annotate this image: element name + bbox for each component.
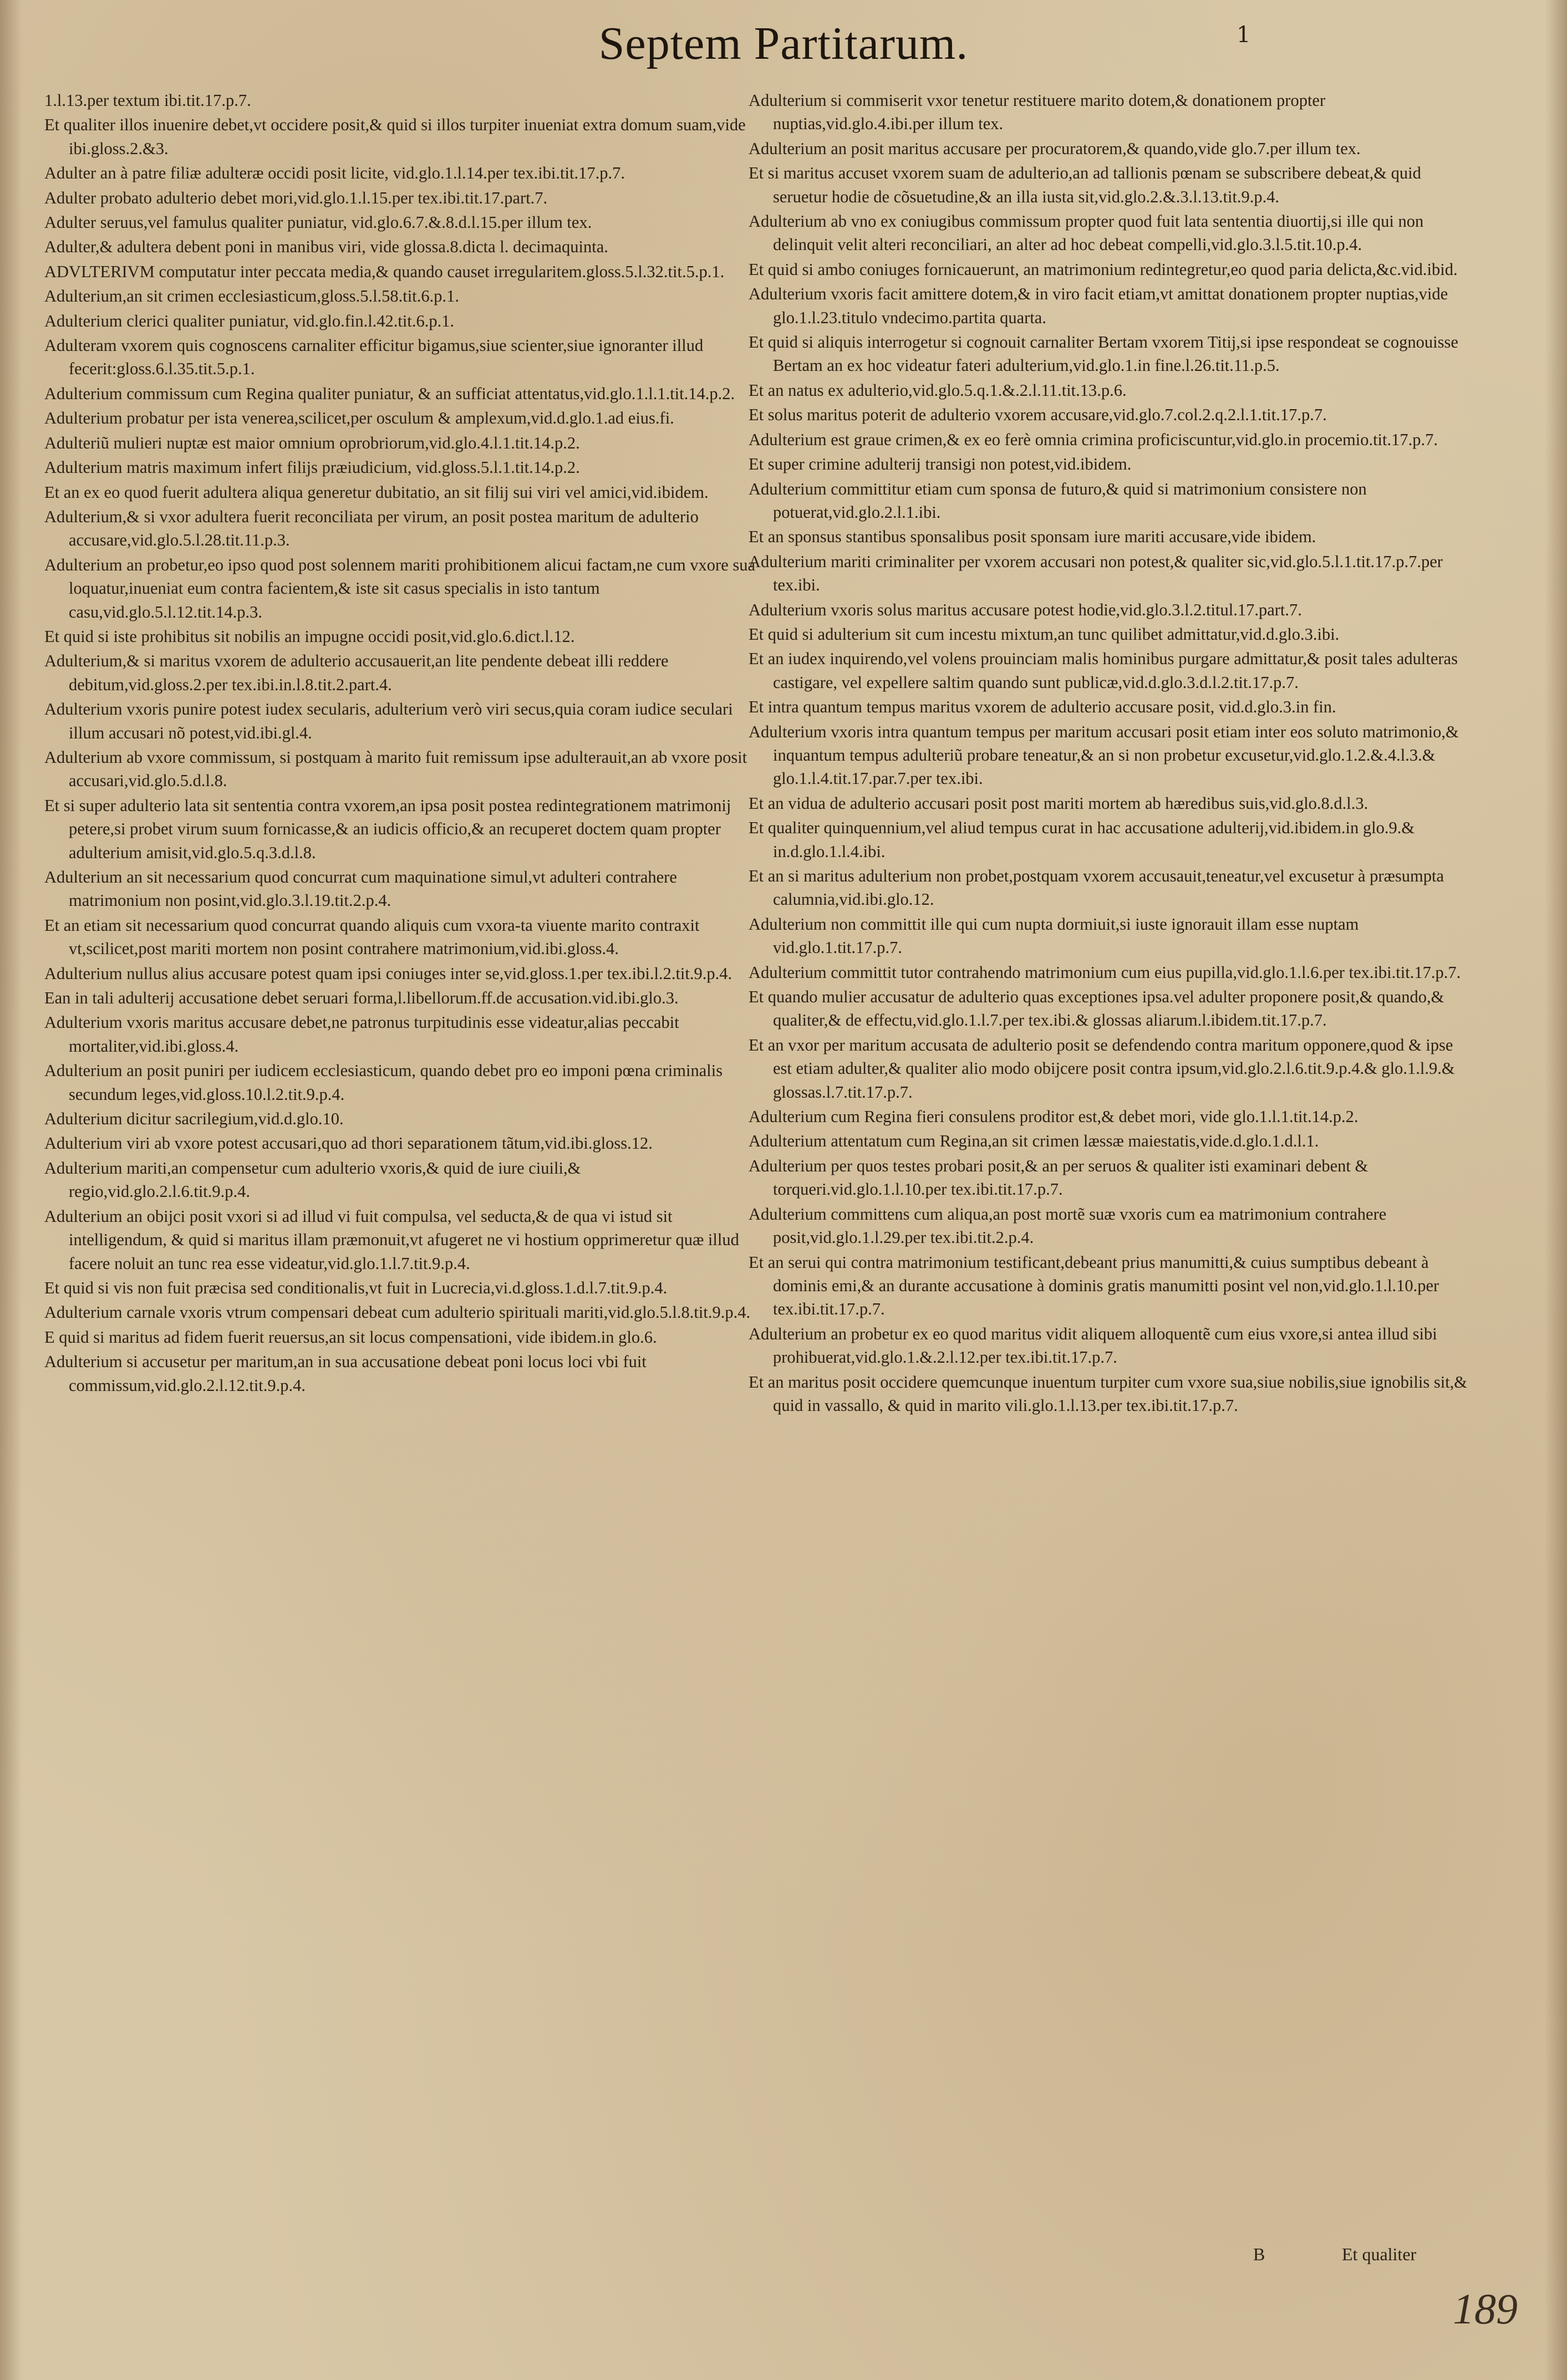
index-entry: Adulterium probatur per ista venerea,scilicet,per osculum & amplexum,vid.d.glo.1.ad eius.fi. [44,409,674,428]
index-entry: Adulterium mariti,an compensetur cum adulterio vxoris,& quid de iure ciuili,& regio,vid.glo.2.l.6.tit.9.p.4. [44,1158,581,1201]
index-entry: Adulterium mariti criminaliter per vxorem accusari non potest,& qualiter sic,vid.glo.5.l.1.tit.17.p.7.per tex.ibi. [749,552,1443,595]
index-entry: Ean in tali adulterij accusatione debet seruari forma,l.libellorum.ff.de accusation.vid.ibi.glo.3. [44,988,679,1008]
index-entry: Adulterium dicitur sacrilegium,vid.d.glo.10. [44,1109,344,1129]
index-entry: Et an etiam sit necessarium quod concurrat quando aliquis cum vxora-ta viuente marito contraxit vt,scilicet,post mariti mortem non posint contrahere matrimonium,vid.ibi.gloss.4. [44,915,700,959]
index-entry: Et qualiter quinquennium,vel aliud tempus curat in hac accusatione adulterij,vid.ibidem.in glo.9.& in.d.glo.1.l.4.ibi. [749,818,1415,861]
index-entry: Adulterium viri ab vxore potest accusari,quo ad thori separationem tãtum,vid.ibi.gloss.12. [44,1134,653,1153]
index-entry: Adulterium si commiserit vxor tenetur restituere marito dotem,& donationem propter nuptias,vid.glo.4.ibi.per illum tex. [749,91,1326,134]
index-entry: Adulterium clerici qualiter puniatur, vid.glo.fin.l.42.tit.6.p.1. [44,311,455,330]
right-column [749,89,1469,2184]
page-edge-right [1545,0,1567,2380]
index-entry: ADVLTERIVM computatur inter peccata media,& quando causet irregularitem.gloss.5.l.32.tit.5.p.1. [44,262,725,281]
index-entry: E quid si maritus ad fidem fuerit reuersus,an sit locus compensationi, vide ibidem.in glo.6. [44,1327,657,1347]
index-entry: Adulterium,& si maritus vxorem de adulterio accusauerit,an lite pendente debeat illi reddere debitum,vid.gloss.2.per tex.ibi.in.l.8.tit.2.part.4. [44,651,669,694]
index-entry: Et si super adulterio lata sit sententia contra vxorem,an ipsa posit postea redintegrationem matrimonij petere,si probet virum suum fornicasse,& an iudicis officio,& an recuperet doctem quam propter adulterium amisit,vid.glo.5.q.3.d.l.8. [44,796,731,862]
index-entry: Et an iudex inquirendo,vel volens prouinciam malis hominibus purgare admittatur,& posit tales adulteras castigare, vel expellere saltim quando sunt publicæ,vid.d.glo.3.d.l.2.tit.17.p.7. [749,649,1458,692]
index-entry: Adulterium ab vno ex coniugibus commissum propter quod fuit lata sententia diuortij,si ille qui non delinquit velit alteri reconciliari, an alter ad hoc debeat compelli,vid.glo.3.l.5.tit.10.p.4. [749,212,1424,254]
folio-number: 189 [1453,2285,1518,2333]
top-mark: 1 [1237,22,1251,48]
index-entry: Adulterium an obijci posit vxori si ad illud vi fuit compulsa, vel seducta,& de qua vi istud sit intelligendum, & quid si maritus illam præmonuit,vt afugeret ne vi hostium opprimeretur quæ illud facere noluit an tunc rea esse videatur,vid.glo.1.l.7.tit.9.p.4. [44,1206,739,1273]
index-entry: Adulterium vxoris facit amittere dotem,& in viro facit etiam,vt amittat donationem propter nuptias,vide glo.1.l.23.titulo vndecimo.partita quarta. [749,284,1448,327]
index-entry: Et quid si iste prohibitus sit nobilis an impugne occidi posit,vid.glo.6.dict.l.12. [44,626,575,646]
index-entry: Adulterium committit tutor contrahendo matrimonium cum eius pupilla,vid.glo.1.l.6.per tex.ibi.tit.17.p.7. [749,962,1461,982]
index-entry: Adulterium an probetur,eo ipso quod post solennem mariti prohibitionem alicui factam,ne cum vxore sua loquatur,inueniat eum contra facientem,& iste sit casus specialis in isto tantum casu,vid.glo.5.l.12.tit.14.p.3. [44,555,756,621]
index-entry: Adulter probato adulterio debet mori,vid.glo.1.l.15.per tex.ibi.tit.17.part.7. [44,188,548,207]
index-entry: Adulterium nullus alius accusare potest quam ipsi coniuges inter se,vid.gloss.1.per tex.ibi.l.2.tit.9.p.4. [44,964,732,983]
index-entry: Et quid si aliquis interrogetur si cognouit carnaliter Bertam vxorem Titij,si ipse respondeat se cognouisse Bertam an ex hoc videatur fateri adulterium,vid.glo.1.in fine.l.26.tit.11.p.5. [749,333,1458,375]
index-entry: Adulterium vxoris solus maritus accusare potest hodie,vid.glo.3.l.2.titul.17.part.7. [749,600,1302,619]
catchword: Et qualiter [1342,2244,1417,2264]
index-entry: Adulterium committitur etiam cum sponsa de futuro,& quid si matrimonium consistere non potuerat,vid.glo.2.l.1.ibi. [749,479,1367,522]
index-entry: Adulterium,an sit crimen ecclesiasticum,gloss.5.l.58.tit.6.p.1. [44,287,459,306]
index-entry: Et si maritus accuset vxorem suam de adulterio,an ad tallionis pœnam se subscribere debeat,& quid seruetur hodie de cõsuetudine,& an illa iusta sit,vid.glo.2.&.3.l.13.tit.9.p.4. [749,164,1421,206]
index-entry: Et an si maritus adulterium non probet,postquam vxorem accusauit,teneatur,vel excusetur à præsumpta calumnia,vid.ibi.glo.12. [749,867,1444,909]
index-entry: Et an vidua de adulterio accusari posit post mariti mortem ab hæredibus suis,vid.glo.8.d.l.3. [749,793,1368,813]
index-entry: Adulterium attentatum cum Regina,an sit crimen læssæ maiestatis,vide.d.glo.1.d.l.1. [749,1132,1319,1151]
page-edge-left [0,0,22,2380]
index-entry: Adulterium an probetur ex eo quod maritus vidit aliquem alloquentẽ cum eius vxore,si antea illud sibi prohibuerat,vid.glo.1.&.2.l.12.per tex.ibi.tit.17.p.7. [749,1324,1437,1367]
index-entry: Adulterium est graue crimen,& ex eo ferè omnia crimina proficiscuntur,vid.glo.in procemio.tit.17.p.7. [749,430,1438,449]
index-entry: Et quid si ambo coniuges fornicauerunt, an matrimonium redintegretur,eo quod paria delicta,&c.vid.ibid. [749,259,1458,279]
running-title: Septem Partitarum. [598,18,969,69]
index-entry: Adulter,& adultera debent poni in manibus viri, vide glossa.8.dicta l. decimaquinta. [44,237,608,257]
index-entry: Adulterium matris maximum infert filijs præiudicium, vid.gloss.5.l.1.tit.14.p.2. [44,458,580,477]
index-entry: Et solus maritus poterit de adulterio vxorem accusare,vid.glo.7.col.2.q.2.l.1.tit.17.p.7. [749,405,1327,425]
index-entry: Adulterium an sit necessarium quod concurrat cum maquinatione simul,vt adulteri contrahere matrimonium non posint,vid.glo.3.l.19.tit.2.p.4. [44,868,677,910]
index-entry: Et super crimine adulterij transigi non potest,vid.ibidem. [749,455,1132,474]
index-entry: Adulterium si accusetur per maritum,an in sua accusatione debeat poni locus loci vbi fuit commissum,vid.glo.2.l.12.tit.9.p.4. [44,1352,647,1395]
index-entry: Et quid si adulterium sit cum incestu mixtum,an tunc quilibet admittatur,vid.d.glo.3.ibi. [749,624,1340,644]
index-entry: Et an vxor per maritum accusata de adulterio posit se defendendo contra maritum opponere,quod & ipse est etiam adulter,& qualiter alio modo obijcere posit contra ipsum,vid.glo.2.l.6.tit.9.p.4.& glo.1.l.9.& glossas.l.7.tit.17.p.7. [749,1035,1455,1102]
index-entry: Et qualiter illos inuenire debet,vt occidere posit,& quid si illos turpiter inueniat extra domum suam,vide ibi.gloss.2.&3. [44,115,746,158]
left-column [44,89,765,2184]
index-entry: Adulterium cum Regina fieri consulens proditor est,& debet mori, vide glo.1.l.1.tit.14.p.2. [749,1107,1359,1127]
index-entry: Et an serui qui contra matrimonium testificant,debeant prius manumitti,& cuius sumptibus debeant à dominis emi,& an durante accusatione à dominis gratis manumitti posint vel non,vid.glo.1.l.10.per tex.ibi.tit.17.p.7. [749,1252,1439,1319]
index-entry: Adulter seruus,vel famulus qualiter puniatur, vid.glo.6.7.&.8.d.l.15.per illum tex. [44,213,592,232]
index-entry: Adulter an à patre filiæ adulteræ occidi posit licite, vid.glo.1.l.14.per tex.ibi.tit.17.p.7. [44,164,625,183]
index-entry: Adulteriũ mulieri nuptæ est maior omnium oprobriorum,vid.glo.4.l.1.tit.14.p.2. [44,433,580,452]
index-entry: Adulterium ab vxore commissum, si postquam à marito fuit remissum ipse adulterauit,an ab vxore posit accusari,vid.glo.5.d.l.8. [44,747,747,791]
index-entry: Et intra quantum tempus maritus vxorem de adulterio accusare posit, vid.d.glo.3.in fin. [749,697,1336,717]
signature-mark: B [1253,2244,1265,2264]
index-entry: 1.l.13.per textum ibi.tit.17.p.7. [44,91,251,110]
index-entry: Adulterium per quos testes probari posit,& an per seruos & qualiter isti examinari debent & torqueri.vid.glo.1.l.10.per tex.ibi.tit.17.p.7. [749,1156,1368,1199]
index-entry: Et an maritus posit occidere quemcunque inuentum turpiter cum vxore sua,siue nobilis,siue ignobilis sit,& quid in vassallo, & quid in marito vili.glo.1.l.13.per tex.ibi.tit.17.p.7. [749,1372,1468,1415]
index-entry: Adulterium commissum cum Regina qualiter puniatur, & an sufficiat attentatus,vid.glo.1.l.1.tit.14.p.2. [44,384,735,403]
index-entry: Adulterium an posit maritus accusare per procuratorem,& quando,vide glo.7.per illum tex. [749,139,1361,158]
index-entry: Adulterium committens cum aliqua,an post mortẽ suæ vxoris cum ea matrimonium contrahere posit,vid.glo.1.l.29.per tex.ibi.tit.2.p.4. [749,1204,1387,1247]
index-entry: Adulterium vxoris maritus accusare debet,ne patronus turpitudinis esse videatur,alias peccabit mortaliter,vid.ibi.gloss.4. [44,1013,679,1056]
index-entry: Adulterium vxoris punire potest iudex secularis, adulterium verò viri secus,quia coram iudice seculari illum accusari nõ potest,vid.ibi.gl.4. [44,700,733,742]
index-entry: Adulterium vxoris intra quantum tempus per maritum accusari posit etiam inter eos soluto matrimonio,& inquantum tempus adulteriũ probare teneatur,& an si non probetur excusetur,vid.glo.1.2.&.4.l.3.& glo.1.l.4.tit.17.par.7.per tex.ibi. [749,722,1459,788]
index-entry: Adulterium an posit puniri per iudicem ecclesiasticum, quando debet pro eo imponi pœna criminalis secundum leges,vid.gloss.10.l.2.tit.9.p.4. [44,1061,723,1104]
index-entry: Adulterium,& si vxor adultera fuerit reconciliata per virum, an posit postea maritum de adulterio accusare,vid.glo.5.l.28.tit.11.p.3. [44,507,699,550]
index-entry: Et an natus ex adulterio,vid.glo.5.q.1.&.2.l.11.tit.13.p.6. [749,380,1127,400]
index-entry: Et an sponsus stantibus sponsalibus posit sponsam iure mariti accusare,vide ibidem. [749,527,1316,547]
index-entry: Et quando mulier accusatur de adulterio quas exceptiones ipsa.vel adulter proponere posit,& quando,& qualiter,& de effectu,vid.glo.1.l.7.per tex.ibi.& glossas aliarum.l.ibidem.tit.17.p.7. [749,987,1444,1030]
index-entry: Et an ex eo quod fuerit adultera aliqua generetur dubitatio, an sit filij sui viri vel amici,vid.ibidem. [44,482,709,502]
index-entry: Adulterium non committit ille qui cum nupta dormiuit,si iuste ignorauit illam esse nuptam vid.glo.1.tit.17.p.7. [749,914,1359,957]
index-entry: Adulteram vxorem quis cognoscens carnaliter efficitur bigamus,siue scienter,siue ignoranter illud fecerit:gloss.6.l.35.tit.5.p.1. [44,336,704,379]
index-entry: Et quid si vis non fuit præcisa sed conditionalis,vt fuit in Lucrecia,vi.d.gloss.1.d.l.7.tit.9.p.4. [44,1278,668,1297]
footer-catchline [1253,2244,1514,2277]
index-entry: Adulterium carnale vxoris vtrum compensari debeat cum adulterio spirituali mariti,vid.glo.5.l.8.tit.9.p.4. [44,1303,751,1322]
